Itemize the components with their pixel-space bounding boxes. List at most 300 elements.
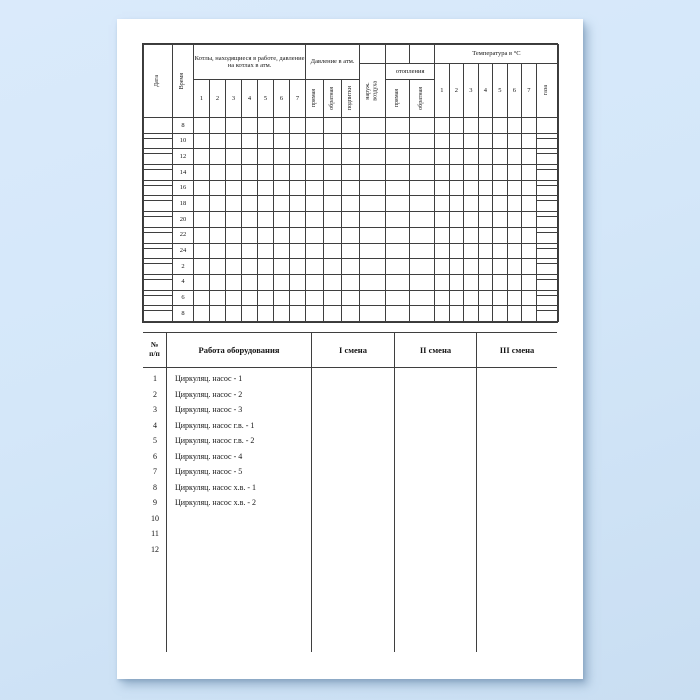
equipment-row-number: 6 xyxy=(153,451,157,461)
entry-cell xyxy=(226,259,242,275)
time-cell: 22 xyxy=(173,227,194,243)
entry-cell xyxy=(342,243,360,259)
entry-cell xyxy=(522,196,537,212)
entry-cell xyxy=(360,227,386,243)
entry-cell xyxy=(435,259,450,275)
outdoor-air-label: наруж. воздуха xyxy=(365,80,379,101)
heating-column-label xyxy=(386,80,410,118)
entry-cell xyxy=(242,180,258,196)
equipment-row xyxy=(143,387,557,403)
equipment-row xyxy=(143,495,557,511)
time-cell: 4 xyxy=(173,274,194,290)
gas-cell xyxy=(536,259,558,275)
entry-cell xyxy=(306,149,324,165)
entry-cell xyxy=(290,306,306,322)
log-row xyxy=(144,274,559,290)
entry-cell xyxy=(464,212,479,228)
entry-cell xyxy=(522,306,537,322)
shift3-column-header: III смена xyxy=(499,345,535,355)
entry-cell xyxy=(258,290,274,306)
entry-cell xyxy=(194,259,210,275)
entry-cell xyxy=(478,165,493,181)
boiler-column-number: 4 xyxy=(242,80,258,118)
entry-cell xyxy=(226,227,242,243)
equipment-row xyxy=(143,464,557,480)
entry-cell xyxy=(435,149,450,165)
entry-cell xyxy=(226,149,242,165)
entry-cell xyxy=(290,212,306,228)
log-row xyxy=(144,133,559,149)
entry-cell xyxy=(522,133,537,149)
equipment-label: Циркуляц. насос - 4 xyxy=(175,451,243,461)
entry-cell xyxy=(435,196,450,212)
pressure-column-label xyxy=(342,80,360,118)
entry-cell xyxy=(449,133,464,149)
column-divider xyxy=(166,368,167,652)
entry-cell xyxy=(342,212,360,228)
entry-cell xyxy=(410,243,435,259)
entry-cell xyxy=(410,306,435,322)
entry-cell xyxy=(386,259,410,275)
entry-cell xyxy=(242,118,258,134)
entry-cell xyxy=(194,306,210,322)
time-cell: 10 xyxy=(173,133,194,149)
temperature-column-number: 6 xyxy=(507,64,522,118)
entry-cell xyxy=(258,180,274,196)
entry-cell xyxy=(522,290,537,306)
entry-cell xyxy=(290,290,306,306)
entry-cell xyxy=(258,306,274,322)
entry-cell xyxy=(242,165,258,181)
entry-cell xyxy=(386,243,410,259)
entry-cell xyxy=(242,259,258,275)
entry-cell xyxy=(410,196,435,212)
temperature-column-number: 5 xyxy=(493,64,508,118)
entry-cell xyxy=(258,227,274,243)
equipment-row-number: 1 xyxy=(153,374,157,383)
entry-cell xyxy=(360,180,386,196)
entry-cell xyxy=(478,118,493,134)
entry-cell xyxy=(274,243,290,259)
entry-cell xyxy=(274,165,290,181)
boiler-column-number: 5 xyxy=(258,80,274,118)
entry-cell xyxy=(194,118,210,134)
pressure-column-label-text: подпитки xyxy=(346,86,353,111)
equipment-label: Циркуляц. насос - 2 xyxy=(175,389,243,399)
entry-cell xyxy=(478,180,493,196)
equipment-label: Циркуляц. насос - 5 xyxy=(175,467,243,476)
equipment-row-number: 11 xyxy=(151,529,159,538)
entry-cell xyxy=(226,133,242,149)
boiler-column-number: 2 xyxy=(210,80,226,118)
entry-cell xyxy=(507,196,522,212)
gas-cell xyxy=(536,243,558,259)
entry-cell xyxy=(410,133,435,149)
document-page xyxy=(117,19,583,679)
pressure-column-label xyxy=(324,80,342,118)
entry-cell xyxy=(478,243,493,259)
log-row xyxy=(144,290,559,306)
equipment-row xyxy=(143,418,557,434)
entry-cell xyxy=(274,259,290,275)
entry-cell xyxy=(258,133,274,149)
entry-cell xyxy=(324,212,342,228)
entry-cell xyxy=(306,133,324,149)
log-row xyxy=(144,118,559,134)
equipment-row xyxy=(143,402,557,418)
equipment-label xyxy=(167,511,175,527)
entry-cell xyxy=(194,227,210,243)
equipment-label xyxy=(167,542,175,558)
entry-cell xyxy=(210,149,226,165)
entry-cell xyxy=(522,149,537,165)
entry-cell xyxy=(306,306,324,322)
entry-cell xyxy=(507,243,522,259)
equipment-table-header xyxy=(143,332,557,368)
entry-cell xyxy=(435,118,450,134)
entry-cell xyxy=(210,306,226,322)
entry-cell xyxy=(274,196,290,212)
date-cell xyxy=(144,133,173,149)
entry-cell xyxy=(493,149,508,165)
entry-cell xyxy=(386,227,410,243)
entry-cell xyxy=(324,196,342,212)
entry-cell xyxy=(507,149,522,165)
entry-cell xyxy=(274,212,290,228)
entry-cell xyxy=(324,149,342,165)
entry-cell xyxy=(360,306,386,322)
date-cell xyxy=(144,306,173,322)
entry-cell xyxy=(464,196,479,212)
entry-cell xyxy=(478,212,493,228)
entry-cell xyxy=(360,274,386,290)
gas-column-label: газа xyxy=(543,85,550,96)
pressure-group-header: Давление в атм. xyxy=(306,45,360,80)
date-column-header-cell xyxy=(144,45,173,118)
empty-header-cell xyxy=(410,45,435,64)
entry-cell xyxy=(522,243,537,259)
equipment-label: Циркуляц. насос г.в. - 1 xyxy=(175,420,255,430)
work-column-header: Работа оборудования xyxy=(167,333,312,367)
entry-cell xyxy=(306,165,324,181)
date-cell xyxy=(144,212,173,228)
gas-cell xyxy=(536,290,558,306)
log-row xyxy=(144,149,559,165)
column-divider xyxy=(311,368,312,652)
shift2-column-header: II смена xyxy=(395,333,477,367)
entry-cell xyxy=(507,259,522,275)
entry-cell xyxy=(464,306,479,322)
entry-cell xyxy=(274,227,290,243)
entry-cell xyxy=(464,259,479,275)
entry-cell xyxy=(342,274,360,290)
entry-cell xyxy=(522,259,537,275)
entry-cell xyxy=(410,290,435,306)
entry-cell xyxy=(493,243,508,259)
entry-cell xyxy=(210,243,226,259)
entry-cell xyxy=(464,274,479,290)
entry-cell xyxy=(210,227,226,243)
entry-cell xyxy=(226,274,242,290)
entry-cell xyxy=(194,196,210,212)
boiler-column-number: 6 xyxy=(274,80,290,118)
heating-column-label-text: прямая xyxy=(393,89,400,108)
temperature-column-number: 3 xyxy=(464,64,479,118)
entry-cell xyxy=(194,133,210,149)
entry-cell xyxy=(226,212,242,228)
entry-cell xyxy=(435,133,450,149)
log-row xyxy=(144,306,559,322)
entry-cell xyxy=(290,118,306,134)
entry-cell xyxy=(522,274,537,290)
entry-cell xyxy=(210,196,226,212)
entry-cell xyxy=(324,118,342,134)
time-cell: 12 xyxy=(173,149,194,165)
equipment-work-table xyxy=(143,332,557,654)
entry-cell xyxy=(410,165,435,181)
entry-cell xyxy=(290,180,306,196)
entry-cell xyxy=(493,306,508,322)
entry-cell xyxy=(226,290,242,306)
gas-cell xyxy=(536,274,558,290)
entry-cell xyxy=(226,165,242,181)
heating-column-label-text: обратная xyxy=(418,87,425,110)
entry-cell xyxy=(324,274,342,290)
entry-cell xyxy=(342,133,360,149)
equipment-label: Циркуляц. насос - 1 xyxy=(175,374,243,383)
entry-cell xyxy=(386,149,410,165)
equipment-row-number: 3 xyxy=(153,405,157,414)
time-cell: 18 xyxy=(173,196,194,212)
temperature-group-header: Температура в °С xyxy=(435,45,559,64)
entry-cell xyxy=(194,180,210,196)
entry-cell xyxy=(507,133,522,149)
time-column-label: Время xyxy=(179,72,186,90)
entry-cell xyxy=(464,165,479,181)
entry-cell xyxy=(386,274,410,290)
date-cell xyxy=(144,227,173,243)
entry-cell xyxy=(290,259,306,275)
column-divider xyxy=(394,368,395,652)
entry-cell xyxy=(242,212,258,228)
entry-cell xyxy=(324,243,342,259)
entry-cell xyxy=(493,118,508,134)
entry-cell xyxy=(478,133,493,149)
entry-cell xyxy=(507,227,522,243)
entry-cell xyxy=(258,274,274,290)
date-cell xyxy=(144,196,173,212)
entry-cell xyxy=(449,259,464,275)
date-cell xyxy=(144,118,173,134)
entry-cell xyxy=(342,180,360,196)
entry-cell xyxy=(258,259,274,275)
entry-cell xyxy=(226,306,242,322)
gas-column-header-cell xyxy=(536,64,558,118)
entry-cell xyxy=(507,274,522,290)
entry-cell xyxy=(324,306,342,322)
entry-cell xyxy=(435,227,450,243)
entry-cell xyxy=(449,306,464,322)
pressure-column-label-text: прямая xyxy=(310,89,317,108)
entry-cell xyxy=(493,212,508,228)
heating-group-header: отопления xyxy=(386,64,435,80)
log-row xyxy=(144,227,559,243)
entry-cell xyxy=(449,118,464,134)
gas-cell xyxy=(536,196,558,212)
temperature-column-number: 4 xyxy=(478,64,493,118)
log-row xyxy=(144,196,559,212)
entry-cell xyxy=(493,196,508,212)
time-cell: 8 xyxy=(173,306,194,322)
entry-cell xyxy=(478,149,493,165)
entry-cell xyxy=(522,118,537,134)
equipment-label: Циркуляц. насос х.в. - 1 xyxy=(175,482,257,492)
entry-cell xyxy=(507,212,522,228)
equipment-row-number: 10 xyxy=(151,513,159,523)
entry-cell xyxy=(507,290,522,306)
entry-cell xyxy=(290,196,306,212)
entry-cell xyxy=(290,149,306,165)
entry-cell xyxy=(290,243,306,259)
entry-cell xyxy=(226,243,242,259)
entry-cell xyxy=(306,180,324,196)
equipment-label: Циркуляц. насос г.в. - 2 xyxy=(175,436,255,445)
entry-cell xyxy=(522,165,537,181)
time-cell: 6 xyxy=(173,290,194,306)
entry-cell xyxy=(342,165,360,181)
equipment-row xyxy=(143,449,557,465)
entry-cell xyxy=(342,290,360,306)
entry-cell xyxy=(435,165,450,181)
time-cell: 24 xyxy=(173,243,194,259)
gas-cell xyxy=(536,227,558,243)
equipment-row-number: 5 xyxy=(153,436,157,445)
date-cell xyxy=(144,180,173,196)
time-column-header-cell xyxy=(173,45,194,118)
entry-cell xyxy=(226,180,242,196)
entry-cell xyxy=(226,196,242,212)
entry-cell xyxy=(210,274,226,290)
entry-cell xyxy=(342,227,360,243)
entry-cell xyxy=(210,180,226,196)
entry-cell xyxy=(464,133,479,149)
entry-cell xyxy=(342,196,360,212)
empty-header-cell xyxy=(360,45,386,64)
entry-cell xyxy=(258,243,274,259)
log-row xyxy=(144,180,559,196)
equipment-row-number: 4 xyxy=(153,420,157,430)
entry-cell xyxy=(258,118,274,134)
entry-cell xyxy=(194,243,210,259)
boiler-column-number: 7 xyxy=(290,80,306,118)
date-cell xyxy=(144,259,173,275)
entry-cell xyxy=(194,149,210,165)
entry-cell xyxy=(464,180,479,196)
entry-cell xyxy=(478,259,493,275)
entry-cell xyxy=(324,259,342,275)
entry-cell xyxy=(274,133,290,149)
entry-cell xyxy=(342,259,360,275)
entry-cell xyxy=(493,274,508,290)
entry-cell xyxy=(342,306,360,322)
entry-cell xyxy=(522,227,537,243)
entry-cell xyxy=(210,259,226,275)
entry-cell xyxy=(449,149,464,165)
entry-cell xyxy=(410,149,435,165)
entry-cell xyxy=(258,196,274,212)
entry-cell xyxy=(324,165,342,181)
entry-cell xyxy=(493,180,508,196)
log-row xyxy=(144,243,559,259)
entry-cell xyxy=(449,165,464,181)
entry-cell xyxy=(274,180,290,196)
entry-cell xyxy=(493,290,508,306)
number-column-header: № п/п xyxy=(143,333,167,367)
gas-cell xyxy=(536,133,558,149)
time-cell: 16 xyxy=(173,180,194,196)
entry-cell xyxy=(435,243,450,259)
entry-cell xyxy=(210,133,226,149)
equipment-label xyxy=(167,526,175,542)
entry-cell xyxy=(290,133,306,149)
entry-cell xyxy=(290,227,306,243)
entry-cell xyxy=(306,243,324,259)
column-divider xyxy=(476,368,477,652)
entry-cell xyxy=(386,118,410,134)
date-cell xyxy=(144,149,173,165)
temperature-column-number: 1 xyxy=(435,64,450,118)
equipment-label: Циркуляц. насос - 3 xyxy=(175,405,243,414)
entry-cell xyxy=(242,243,258,259)
log-row xyxy=(144,212,559,228)
equipment-row xyxy=(143,480,557,496)
temperature-column-number: 7 xyxy=(522,64,537,118)
equipment-row xyxy=(143,511,557,527)
entry-cell xyxy=(493,259,508,275)
gas-cell xyxy=(536,149,558,165)
entry-cell xyxy=(360,290,386,306)
equipment-row xyxy=(143,542,557,558)
entry-cell xyxy=(410,118,435,134)
entry-cell xyxy=(478,227,493,243)
entry-cell xyxy=(194,274,210,290)
gas-cell xyxy=(536,165,558,181)
entry-cell xyxy=(360,133,386,149)
entry-cell xyxy=(306,196,324,212)
entry-cell xyxy=(522,180,537,196)
entry-cell xyxy=(507,165,522,181)
entry-cell xyxy=(360,243,386,259)
entry-cell xyxy=(386,133,410,149)
entry-cell xyxy=(386,180,410,196)
entry-cell xyxy=(210,212,226,228)
entry-cell xyxy=(435,212,450,228)
equipment-row-number: 2 xyxy=(153,389,157,399)
entry-cell xyxy=(449,196,464,212)
entry-cell xyxy=(306,227,324,243)
boilers-group-header: Котлы, находящиеся в работе, давление на котлах в атм. xyxy=(194,45,306,80)
heating-column-label xyxy=(410,80,435,118)
entry-cell xyxy=(242,227,258,243)
entry-cell xyxy=(386,165,410,181)
entry-cell xyxy=(478,306,493,322)
entry-cell xyxy=(258,165,274,181)
time-cell: 8 xyxy=(173,118,194,134)
entry-cell xyxy=(360,196,386,212)
entry-cell xyxy=(386,290,410,306)
entry-cell xyxy=(194,290,210,306)
entry-cell xyxy=(464,118,479,134)
